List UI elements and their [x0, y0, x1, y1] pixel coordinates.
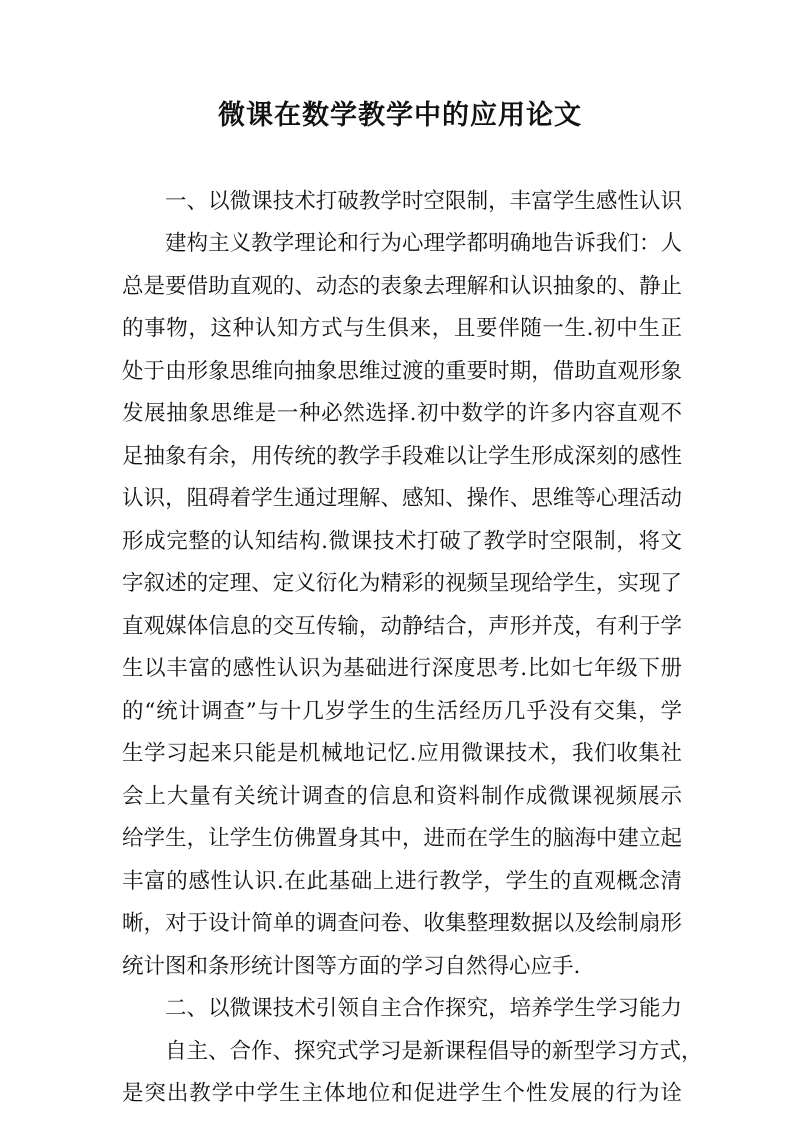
- body-line: 的事物，这种认知方式与生俱来，且要伴随一生.初中生正: [122, 316, 682, 341]
- body-line: 认识，阻碍着学生通过理解、感知、操作、思维等心理活动: [122, 486, 682, 511]
- section-heading-1: 一、以微课技术打破教学时空限制，丰富学生感性认识: [165, 189, 682, 214]
- body-line: 直观媒体信息的交互传输，动静结合，声形并茂，有利于学: [122, 614, 682, 639]
- body-line: 丰富的感性认识.在此基础上进行教学，学生的直观概念清: [122, 869, 682, 894]
- document-title: 微课在数学教学中的应用论文: [218, 100, 582, 131]
- body-line: 处于由形象思维向抽象思维过渡的重要时期，借助直观形象: [122, 359, 682, 384]
- body-line: 自主、合作、探究式学习是新课程倡导的新型学习方式，: [165, 1039, 703, 1064]
- body-line: 足抽象有余，用传统的教学手段难以让学生形成深刻的感性: [122, 444, 682, 469]
- section-heading-2: 二、以微课技术引领自主合作探究，培养学生学习能力: [165, 996, 682, 1021]
- body-line: 生以丰富的感性认识为基础进行深度思考.比如七年级下册: [122, 656, 682, 681]
- body-line: 的“统计调查”与十几岁学生的生活经历几乎没有交集，学: [122, 699, 682, 724]
- body-line: 会上大量有关统计调查的信息和资料制作成微课视频展示: [122, 784, 682, 809]
- body-line: 发展抽象思维是一种必然选择.初中数学的许多内容直观不: [122, 401, 682, 426]
- body-line: 是突出教学中学生主体地位和促进学生个性发展的行为诠: [122, 1081, 682, 1106]
- body-line: 总是要借助直观的、动态的表象去理解和认识抽象的、静止: [122, 274, 682, 299]
- body-line-last: 统计图和条形统计图等方面的学习自然得心应手.: [122, 954, 581, 979]
- body-line: 给学生，让学生仿佛置身其中，进而在学生的脑海中建立起: [122, 826, 682, 851]
- body-line: 晰，对于设计简单的调查问卷、收集整理数据以及绘制扇形: [122, 911, 682, 936]
- body-line: 生学习起来只能是机械地记忆.应用微课技术，我们收集社: [122, 741, 682, 766]
- body-line: 形成完整的认知结构.微课技术打破了教学时空限制，将文: [122, 529, 682, 554]
- body-line: 字叙述的定理、定义衍化为精彩的视频呈现给学生，实现了: [122, 571, 682, 596]
- body-line: 建构主义教学理论和行为心理学都明确地告诉我们：人: [165, 231, 682, 256]
